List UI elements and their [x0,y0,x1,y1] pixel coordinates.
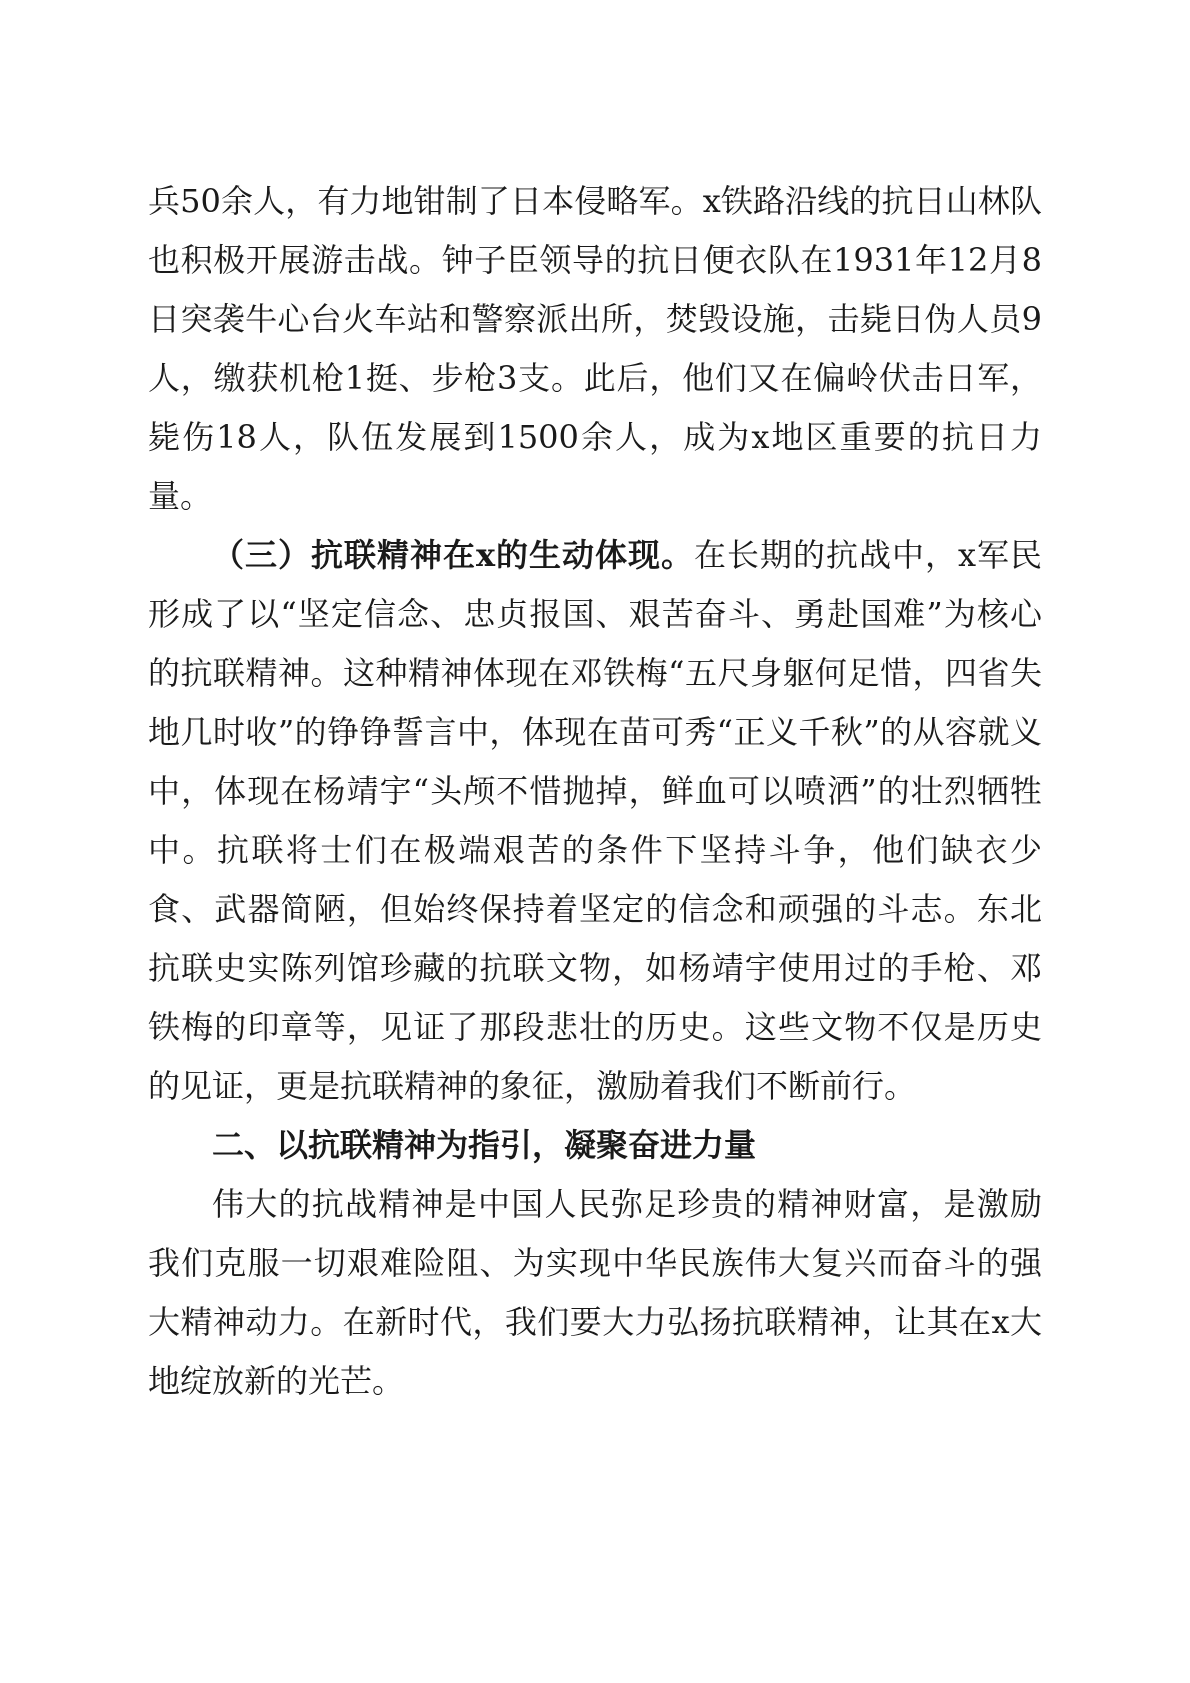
section-heading-two: 二、以抗联精神为指引，凝聚奋进力量 [212,1126,757,1164]
section-three-body: 在长期的抗战中，x军民形成了以“坚定信念、忠贞报国、艰苦奋斗、勇赴国难”为核心的抗联精神。这种精神体现在邓铁梅“五尺身躯何足惜，四省失地几时收”的铮铮誓言中，体现在苗可秀“正义千秋”的从容就义中，体现在杨靖宇“头颅不惜抛掉，鲜血可以喷洒”的壮烈牺牲中。抗联将士们在极端艰苦的条件下坚持斗争，他们缺衣少食、武器简陋，但始终保持着坚定的信念和顽强的斗志。东北抗联史实陈列馆珍藏的抗联文物，如杨靖宇使用过的手枪、邓铁梅的印章等，见证了那段悲壮的历史。这些文物不仅是历史的见证，更是抗联精神的象征，激励着我们不断前行。 [148,536,1042,1105]
paragraph-section-two-intro: 伟大的抗战精神是中国人民弥足珍贵的精神财富，是激励我们克服一切艰难险阻、为实现中华民族伟大复兴而奋斗的强大精神动力。在新时代，我们要大力弘扬抗联精神，让其在x大地绽放新的光芒。 [148,1185,1042,1400]
document-body [148,172,1042,1411]
paragraph-continuation: 兵50余人，有力地钳制了日本侵略军。x铁路沿线的抗日山林队也积极开展游击战。钟子臣领导的抗日便衣队在1931年12月8日突袭牛心台火车站和警察派出所，焚毁设施，击毙日伪人员9人，缴获机枪1挺、步枪3支。此后，他们又在偏岭伏击日军，毙伤18人，队伍发展到1500余人，成为x地区重要的抗日力量。 [148,182,1042,515]
section-three-title: （三）抗联精神在x的生动体现。 [212,536,694,574]
paragraph-section-three [148,526,1042,1116]
